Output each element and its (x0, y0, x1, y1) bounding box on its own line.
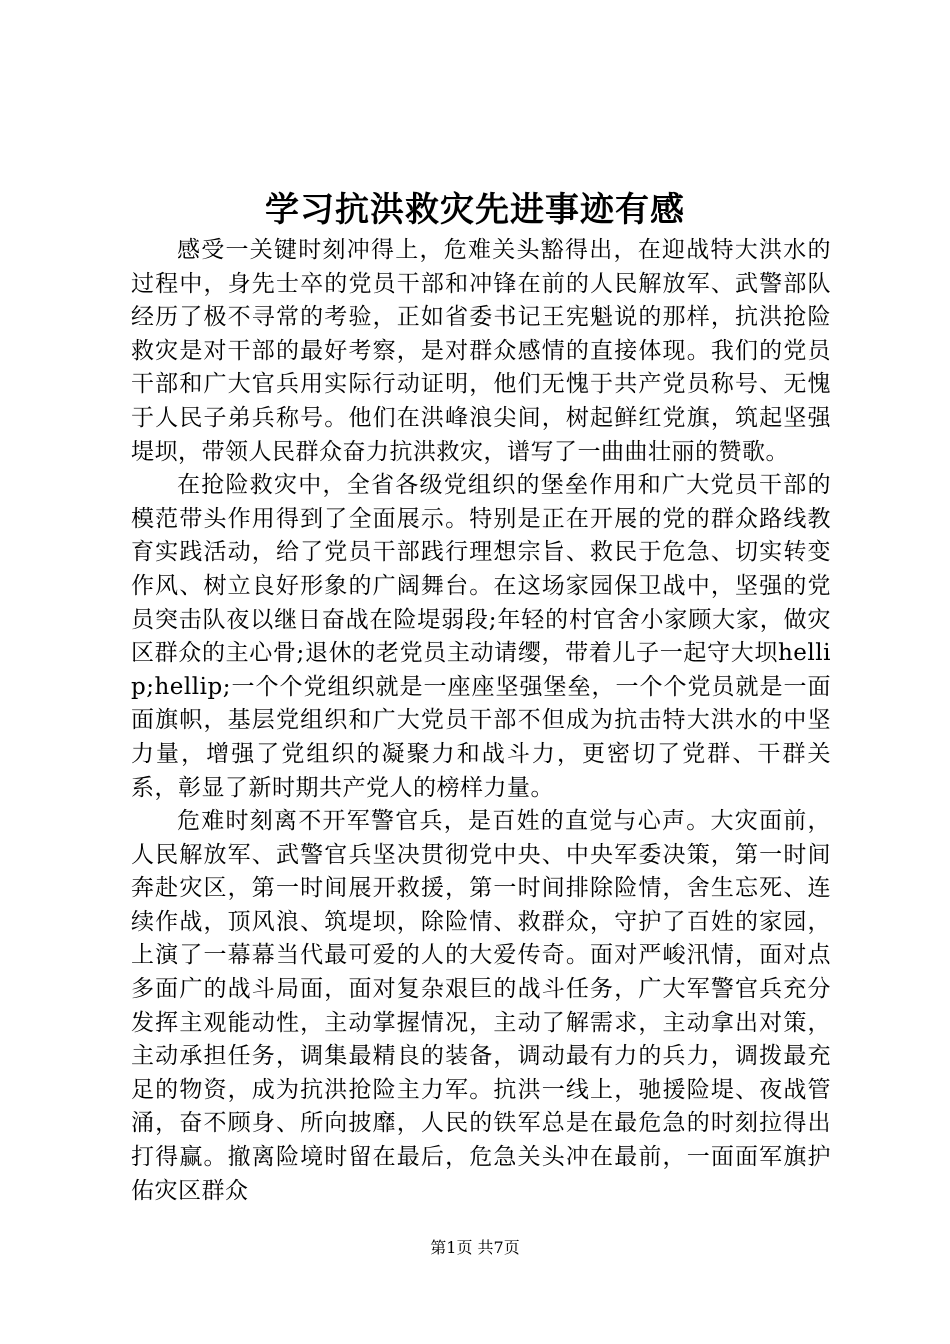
paragraph-3: 危难时刻离不开军警官兵，是百姓的直觉与心声。大灾面前，人民解放军、武警官兵坚决贯彻党中央、中央军委决策，第一时间奔赴灾区，第一时间展开救援，第一时间排除险情，舍生忘死、连续作战，顶风浪、筑堤坝，除险情、救群众，守护了百姓的家园，上演了一幕幕当代最可爱的人的大爱传奇。面对严峻汛情，面对点多面广的战斗局面，面对复杂艰巨的战斗任务，广大军警官兵充分发挥主观能动性，主动掌握情况，主动了解需求，主动拿出对策，主动承担任务，调集最精良的装备，调动最有力的兵力，调拨最充足的物资，成为抗洪抢险主力军。抗洪一线上，驰援险堤、夜战管涌，奋不顾身、所向披靡，人民的铁军总是在最危急的时刻拉得出打得赢。撤离险境时留在最后，危急关头冲在最前，一面面军旗护佑灾区群众 (131, 808, 831, 1204)
document-title: 学习抗洪救灾先进事迹有感 (265, 190, 685, 230)
paragraph-1: 感受一关键时刻冲得上，危难关头豁得出，在迎战特大洪水的过程中，身先士卒的党员干部和冲锋在前的人民解放军、武警部队经历了极不寻常的考验，正如省委书记王宪魁说的那样，抗洪抢险救灾是对干部的最好考察，是对群众感情的直接体现。我们的党员干部和广大官兵用实际行动证明，他们无愧于共产党员称号、无愧于人民子弟兵称号。他们在洪峰浪尖间，树起鲜红党旗，筑起坚强堤坝，带领人民群众奋力抗洪救灾，谱写了一曲曲壮丽的赞歌。 (131, 237, 831, 465)
paragraph-2: 在抢险救灾中，全省各级党组织的堡垒作用和广大党员干部的模范带头作用得到了全面展示。特别是正在开展的党的群众路线教育实践活动，给了党员干部践行理想宗旨、救民于危急、切实转变作风、树立良好形象的广阔舞台。在这场家园保卫战中，坚强的党员突击队夜以继日奋战在险堤弱段;年轻的村官舍小家顾大家，做灾区群众的主心骨;退休的老党员主动请缨，带着儿子一起守大坝hellip;hellip;一个个党组织就是一座座坚强堡垒，一个个党员就是一面面旗帜，基层党组织和广大党员干部不但成为抗击特大洪水的中坚力量，增强了党组织的凝聚力和战斗力，更密切了党群、干群关系，彰显了新时期共产党人的榜样力量。 (131, 472, 831, 801)
page-number-footer: 第1页 共7页 (430, 1238, 520, 1257)
document-body (131, 234, 831, 1208)
